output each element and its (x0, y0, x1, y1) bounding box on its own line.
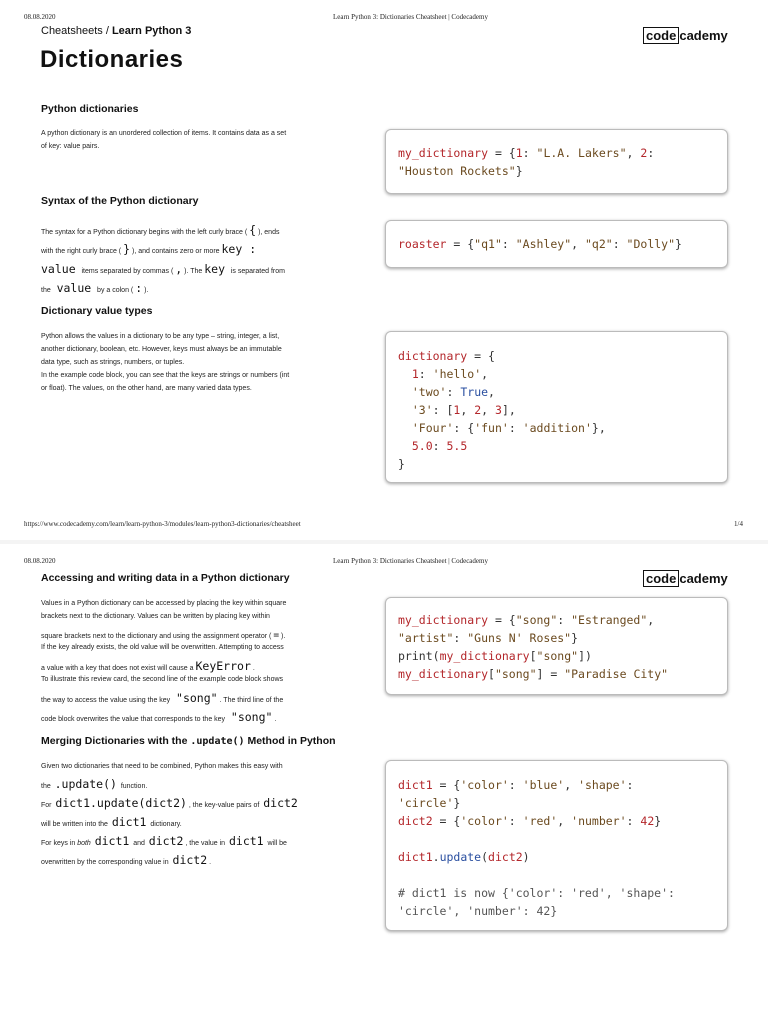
codecademy-logo-page2[interactable]: code cademy (643, 571, 728, 586)
code-block: my_dictionary = {1: "L.A. Lakers", 2: "Houston Rockets"} (398, 146, 655, 178)
breadcrumb-current[interactable]: Learn Python 3 (111, 25, 192, 37)
code-block: dict1 = {'color': 'blue', 'shape': 'circle'} dict2 = {'color': 'red', 'number': 42} dict1.update(dict2) # dict1 is now {'color': 'red', 'shape': 'circle', 'number': 42} (398, 778, 675, 918)
code-block: my_dictionary = {"song": "Estranged", "artist": "Guns N' Roses"} print(my_dictionary["song"]) my_dictionary["song"] = "Paradise City" (398, 613, 669, 681)
page-title: Dictionaries (40, 46, 184, 73)
print-date-page2: 08.08.2020 (24, 557, 56, 565)
print-doc-title: Learn Python 3: Dictionaries Cheatsheet | Codecademy (333, 13, 488, 21)
page-separator (0, 540, 768, 544)
section-heading-merging: Merging Dictionaries with the .update() Method in Python (41, 735, 336, 747)
breadcrumb (41, 25, 191, 37)
codecademy-logo[interactable]: code cademy (643, 28, 728, 43)
code-card-value-types-example (385, 331, 728, 483)
footer-page-number: 1/4 (734, 520, 743, 528)
code-card-dictionary-example (385, 129, 728, 194)
footer-url: https://www.codecademy.com/learn/learn-python-3/modules/learn-python3-dictionaries/cheatsheet (24, 520, 301, 528)
code-block: roaster = {"q1": "Ashley", "q2": "Dolly"} (398, 237, 682, 251)
section-heading-value-types: Dictionary value types (41, 305, 153, 317)
section-heading-python-dictionaries: Python dictionaries (41, 103, 139, 115)
code-block: dictionary = { 1: 'hello', 'two': True, '3': [1, 2, 3], 'Four': {'fun': 'addition'}, 5.0: 5.5 } (398, 349, 606, 471)
breadcrumb-link-cheatsheets[interactable]: Cheatsheets / (41, 25, 112, 37)
code-card-accessing-example (385, 597, 728, 695)
code-card-syntax-example (385, 220, 728, 268)
code-card-merging-example (385, 760, 728, 931)
section-heading-accessing: Accessing and writing data in a Python dictionary (41, 572, 290, 584)
print-date: 08.08.2020 (24, 13, 56, 21)
section-heading-syntax: Syntax of the Python dictionary (41, 195, 199, 207)
print-doc-title-page2: Learn Python 3: Dictionaries Cheatsheet | Codecademy (333, 557, 488, 565)
